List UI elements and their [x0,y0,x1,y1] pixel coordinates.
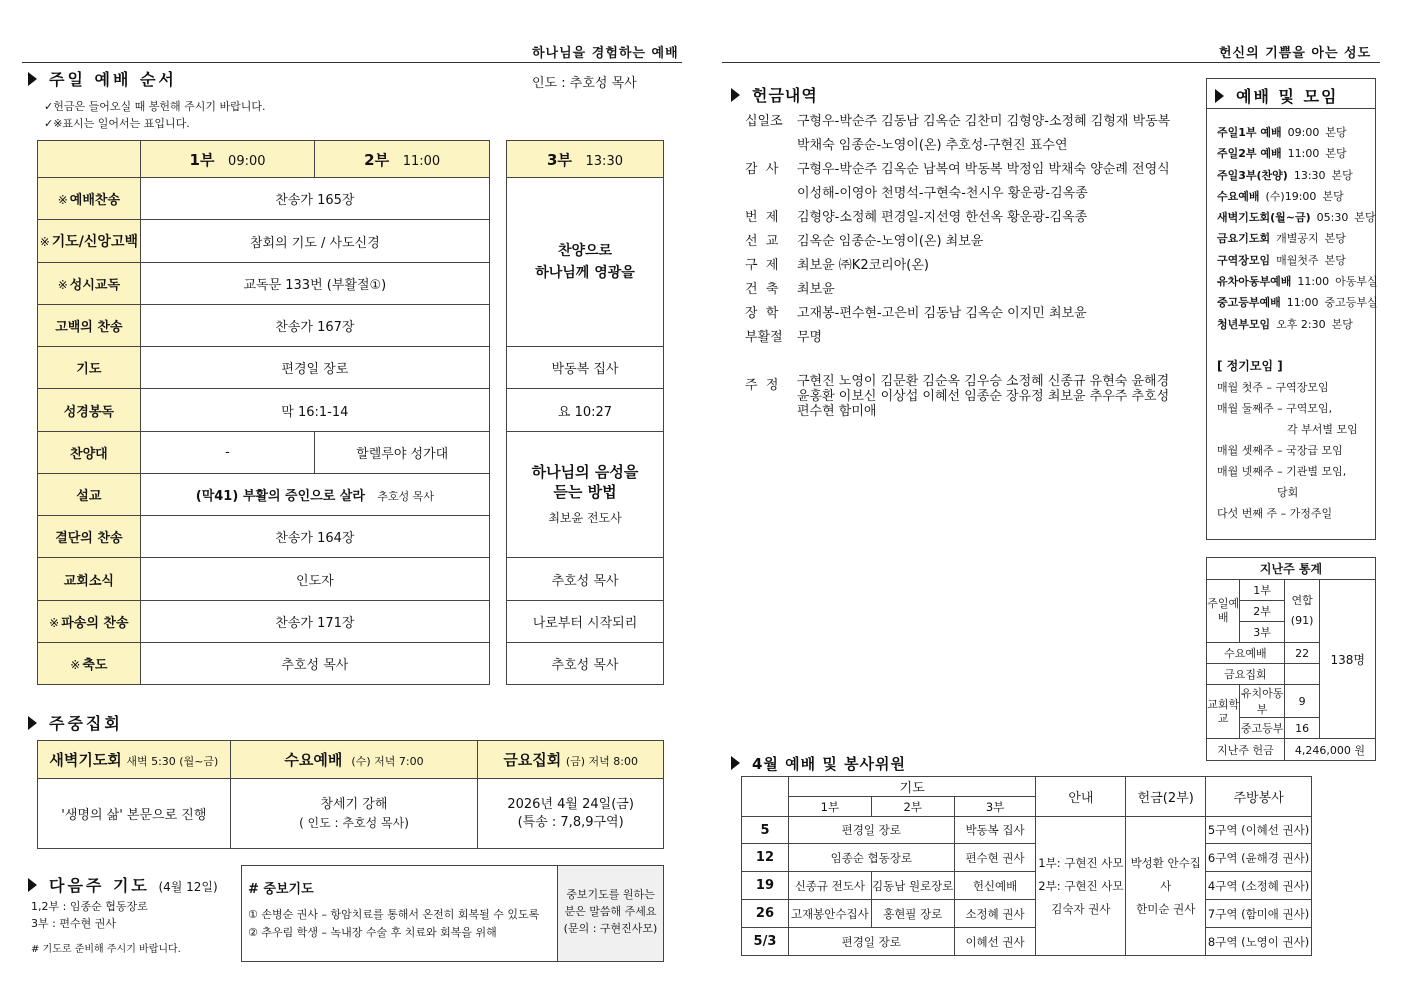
worship-schedule-item: 구역장모임 매월첫주 본당 [1217,253,1346,267]
april-kitchen: 4구역 (소정혜 권사) [1206,872,1312,900]
april-prayer-p3: 이혜선 권사 [954,928,1036,956]
april-prayer-p3: 편수현 권사 [954,844,1036,872]
left-page-header: 하나님을 경험하는 예배 [532,46,679,61]
april-date: 12 [742,844,789,872]
april-date: 5/3 [742,928,789,956]
right-page-header: 헌신의 기쁨을 아는 성도 [1219,46,1372,61]
sermon-title: (막41) 부활의 증인으로 살라 추호성 목사 [140,474,489,516]
third-benediction: 추호성 목사 [507,643,664,685]
order-value-part2: 할렐루야 성가대 [315,432,490,474]
offering-row [745,206,1088,225]
order-value: 편경일 장로 [140,347,489,389]
midweek-title: 주중집회 [28,711,123,734]
stats-fri-label: 금요집회 [1207,664,1285,685]
worship-leader: 인도 : 추호성 목사 [532,76,637,91]
stats-sunday-label: 주일예배 [1207,580,1240,643]
order-label: 기도 [38,347,141,389]
april-head-guide: 안내 [1036,777,1126,817]
triangle-bullet-icon [731,756,740,770]
offering-row [745,230,984,249]
order-head-part2: 2부 11:00 [315,141,490,178]
intercession-contact: 중보기도를 원하는 분은 말씀해 주세요 (문의 : 구현진사모) [557,866,663,961]
stats-wed-label: 수요예배 [1207,643,1285,664]
worship-schedule-item: 중고등부예배 11:00 중고등부실 [1217,296,1378,310]
regular-meetings-title: [ 정기모임 ] [1217,359,1283,373]
april-prayer-p12: 편경일 장로 [788,928,954,956]
intercession-box [241,865,664,962]
note-offering: ✓헌금은 들어오실 때 봉헌해 주시기 바랍니다. [44,100,266,113]
offering-row [745,254,929,273]
offering-row [745,278,835,297]
april-kitchen: 7구역 (함미애 권사) [1206,900,1312,928]
triangle-bullet-icon [731,88,740,102]
april-kitchen: 6구역 (윤해경 권사) [1206,844,1312,872]
order-head-part3: 3부 13:30 [507,141,664,178]
offering-row [745,374,1170,419]
stats-part1: 1부 [1240,580,1284,601]
stats-part2: 2부 [1240,601,1284,622]
april-corner [742,777,789,817]
order-label: ※ 파송의 찬송 [38,601,141,643]
intercession-list: ① 손병순 권사 – 항암치료를 통해서 온전히 회복될 수 있도록 ② 추우림 학생 – 녹내장 수술 후 치료와 회복을 위해 [248,908,540,939]
order-label: ※ 축도 [38,643,141,685]
stats-part3: 3부 [1240,622,1284,643]
order-value: 인도자 [140,558,489,601]
stats-fri-value [1284,664,1320,685]
order-value: 막 16:1-14 [140,389,489,432]
worship-schedule-item: 금요기도회 개별공지 본당 [1217,232,1346,246]
triangle-bullet-icon [28,72,37,86]
worship-schedule-item: 주일1부 예배 09:00 본당 [1217,126,1347,139]
order-label: ※ 성시교독 [38,263,141,305]
april-head-part3: 3부 [954,797,1036,817]
april-prayer-p2: 홍현필 장로 [871,900,954,928]
april-servants-table [741,776,1312,956]
friday-header: 금요집회 (금) 저녁 8:00 [478,741,664,779]
intercession-title: # 중보기도 [248,882,314,897]
offering-row [745,158,1170,201]
april-head-offering: 헌금(2부) [1126,777,1206,817]
offering-category: 십일조 [745,114,783,129]
stats-offering-label: 지난주 헌금 [1207,739,1285,761]
next-prayer-note: # 기도로 준비해 주시기 바랍니다. [31,944,181,955]
order-label: 결단의 찬송 [38,516,141,558]
offering-names: 무명 [797,330,823,345]
offering-names: 최보윤 ㈜K2코리아(온) [797,258,929,273]
april-guide: 1부: 구현진 사모 2부: 구현진 사모 김숙자 권사 [1036,817,1126,956]
offering-category: 건 축 [745,282,779,297]
next-prayer-title: 다음주 기도 (4월 12일) [28,873,218,896]
worship-meeting-box [1206,78,1376,540]
third-service-table [506,140,664,685]
offering-category: 번 제 [745,210,779,225]
stats-wed-value: 22 [1284,643,1320,664]
april-date: 19 [742,872,789,900]
order-label: ※ 예배찬송 [38,178,141,220]
left-header-rule [22,62,682,63]
dawn-prayer-body: '생명의 삶' 본문으로 진행 [38,779,231,849]
sunday-order-table [37,140,490,685]
offering-names: 고재봉-편수현-고은비 김동남 김옥순 이지민 최보윤 [797,306,1087,321]
order-label: 교회소식 [38,558,141,601]
offering-category: 감 사 [745,162,779,177]
stats-offering-value: 4,246,000 원 [1284,739,1375,761]
triangle-bullet-icon [28,716,37,730]
april-prayer-p3: 헌신예배 [954,872,1036,900]
stats-kids-label: 유치아동부 [1240,685,1284,718]
stats-total: 138명 [1320,580,1376,739]
order-value: 찬송가 167장 [140,305,489,347]
third-sermon-block: 하나님의 음성을 듣는 방법 최보윤 전도사 [507,432,664,558]
april-prayer-p12: 임종순 협동장로 [788,844,954,872]
offering-row [745,326,823,345]
worship-schedule-item: 주일3부(찬양) 13:30 본당 [1217,168,1353,182]
offering-category: 부활절 [745,330,783,345]
offering-category: 선 교 [745,234,779,249]
order-value: 찬송가 165장 [140,178,489,220]
offering-row [745,302,1087,321]
april-date: 26 [742,900,789,928]
order-value: 찬송가 171장 [140,601,489,643]
worship-schedule-item: 청년부모임 오후 2:30 본당 [1217,317,1353,331]
note-standing: ✓※표시는 일어서는 표입니다. [44,117,190,130]
april-kitchen: 8구역 (노영이 권사) [1206,928,1312,956]
offering-names: 구형우-박순주 김동남 김옥순 김찬미 김형양-소정혜 김형재 박동복 박채숙 임종순-노영이(온) 추호성-구현진 표수연 [797,114,1171,153]
third-scripture: 요 10:27 [507,389,664,432]
next-prayer-list: 1,2부 : 임종순 협동장로 3부 : 편수현 권사 [31,900,148,930]
offering-category: 장 학 [745,306,779,321]
triangle-bullet-icon [1215,89,1224,103]
offering-names: 김형양-소정혜 편경일-지선영 한선옥 황운광-김옥종 [797,210,1088,225]
order-label: 설교 [38,474,141,516]
offering-category: 주 정 [745,378,779,393]
order-label: 고백의 찬송 [38,305,141,347]
april-prayer-p3: 박동복 집사 [954,817,1036,844]
april-head-part2: 2부 [871,797,954,817]
order-value: 교독문 133번 (부활절①) [140,263,489,305]
april-head-part1: 1부 [788,797,871,817]
right-header-rule [722,62,1380,63]
third-sending-hymn: 나로부터 시작되리 [507,601,664,643]
order-label: 찬양대 [38,432,141,474]
april-head-prayer: 기도 [788,777,1036,797]
order-value: 추호성 목사 [140,643,489,685]
april-prayer-p1: 고재봉안수집사 [788,900,871,928]
worship-schedule-item: 수요예배 (수)19:00 본당 [1217,189,1344,203]
april-offering: 박성환 안수집사 한미순 권사 [1126,817,1206,956]
friday-body: 2026년 4월 24일(금) (특송 : 7,8,9구역) [478,779,664,849]
april-prayer-p3: 소정혜 권사 [954,900,1036,928]
april-date: 5 [742,817,789,844]
april-kitchen: 5구역 (이혜선 권사) [1206,817,1312,844]
offering-names: 최보윤 [797,282,835,297]
worship-meeting-title: 예배 및 모임 [1207,79,1375,109]
offering-title: 헌금내역 [731,83,818,106]
sermon-preacher: 추호성 목사 [377,490,434,503]
order-value: 찬송가 164장 [140,516,489,558]
april-head-kitchen: 주방봉사 [1206,777,1312,817]
midweek-table [37,740,664,849]
order-label: ※ 기도/신앙고백 [38,220,141,263]
order-corner-cell [38,141,141,178]
order-value: 참회의 기도 / 사도신경 [140,220,489,263]
stats-youth-label: 중고등부 [1240,718,1284,739]
offering-row [745,110,1171,153]
april-servants-title: 4월 예배 및 봉사위원 [731,753,906,774]
stats-joint: 연합 (91) [1284,580,1320,643]
triangle-bullet-icon [28,878,37,892]
stats-school-label: 교회학교 [1207,685,1240,739]
stats-youth-value: 16 [1284,718,1320,739]
offering-category: 구 제 [745,258,779,273]
stats-title: 지난주 통계 [1207,558,1376,580]
third-news: 추호성 목사 [507,558,664,601]
worship-schedule-item: 유차아동부예배 11:00 아동부실 [1217,275,1378,289]
worship-schedule-item: 주일2부 예배 11:00 본당 [1217,147,1347,161]
sunday-order-title: 주일 예배 순서 [28,67,177,90]
april-prayer-p1: 신종규 전도사 [788,872,871,900]
april-prayer-p2: 김동남 원로장로 [871,872,954,900]
worship-schedule-list [1217,122,1378,335]
third-praise-block: 찬양으로 하나님께 영광을 [507,178,664,347]
offering-names: 김옥순 임종순-노영이(온) 최보윤 [797,234,984,249]
order-value-part1: - [140,432,315,474]
third-prayer: 박동복 집사 [507,347,664,389]
stats-kids-value: 9 [1284,685,1320,718]
april-prayer-p12: 편경일 장로 [788,817,954,844]
offering-names: 구현진 노영이 김문환 김순옥 김우승 소정혜 신종규 유현숙 윤해경 윤홍환 이보신 이상섭 이혜선 임종순 장유정 최보윤 추우주 추호성 편수현 함미애 [797,374,1170,419]
wednesday-body: 창세기 강해 ( 인도 : 추호성 목사) [230,779,478,849]
offering-names: 구형우-박순주 김옥순 남복여 박동복 박정임 박채숙 양순례 전영식 이성해-이영아 천명석-구현숙-천시우 황운광-김옥종 [797,162,1170,201]
dawn-prayer-header: 새벽기도회 새벽 5:30 (월~금) [38,741,231,779]
order-label: 성경봉독 [38,389,141,432]
order-head-part1: 1부 09:00 [140,141,315,178]
last-week-stats [1206,557,1376,761]
regular-meetings-list: 매월 첫주 – 구역장모임 매월 둘째주 – 구역모임, 각 부서별 모임 매월 셋째주 – 국장급 모임 매월 넷째주 – 기관별 모임, 당회 다섯 번째 주 – 가정주일 [1217,381,1358,520]
worship-schedule-item: 새벽기도회(월~금) 05:30 본당 [1217,211,1376,225]
wednesday-header: 수요예배 (수) 저녁 7:00 [230,741,478,779]
